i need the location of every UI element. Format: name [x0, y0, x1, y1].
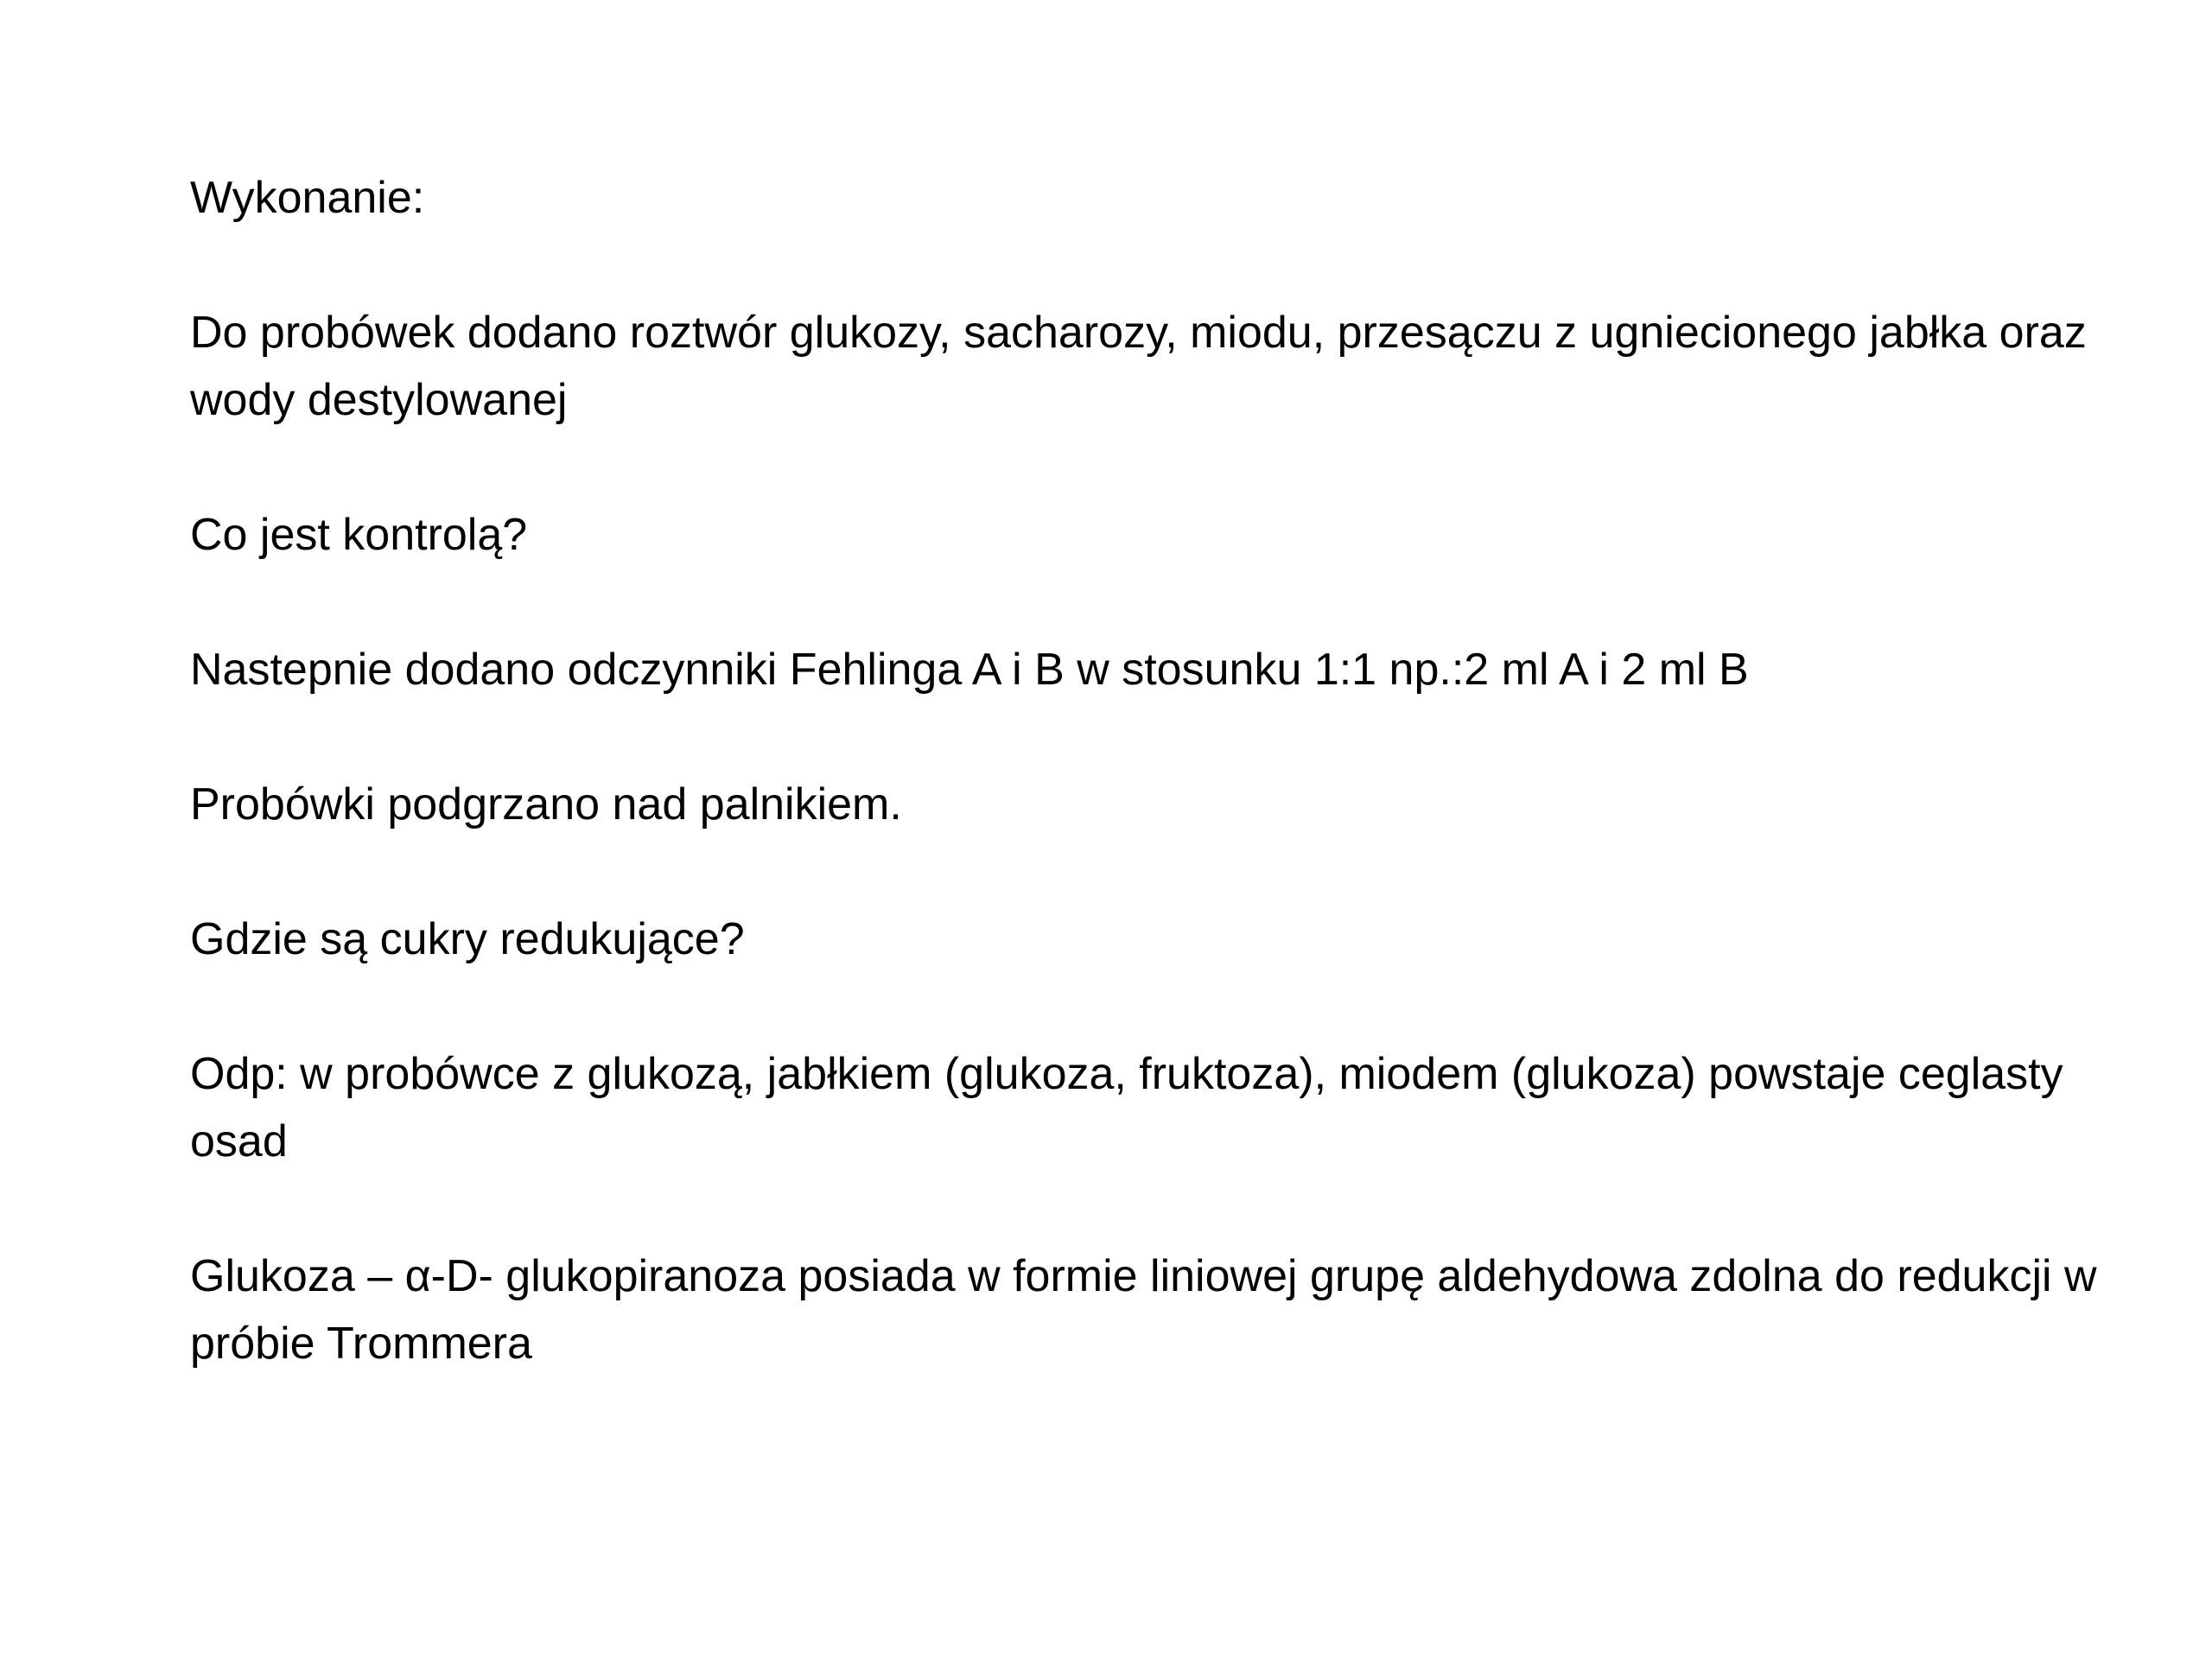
paragraph-heating: Probówki podgrzano nad palnikiem.	[190, 779, 902, 830]
paragraph-glucose: Glukoza – α-D- glukopiranoza posiada w formie liniowej grupę aldehydowa zdolna do redukcji w próbie Trommera	[190, 1251, 2097, 1369]
paragraph-procedure: Do probówek dodano roztwór glukozy, sacharozy, miodu, przesączu z ugniecionego jabłka oraz wody destylowanej	[190, 308, 2087, 425]
heading-wykonanie: Wykonanie:	[190, 173, 425, 223]
paragraph-answer: Odp: w probówce z glukozą, jabłkiem (glukoza, fruktoza), miodem (glukoza) powstaje ceglasty osad	[190, 1049, 2063, 1166]
question-reducing-sugars: Gdzie są cukry redukujące?	[190, 914, 745, 964]
slide-body	[190, 164, 2126, 1377]
question-control: Co jest kontrolą?	[190, 510, 528, 560]
paragraph-fehling: Nastepnie dodano odczynniki Fehlinga A i B w stosunku 1:1 np.:2 ml A i 2 ml B	[190, 645, 1749, 695]
